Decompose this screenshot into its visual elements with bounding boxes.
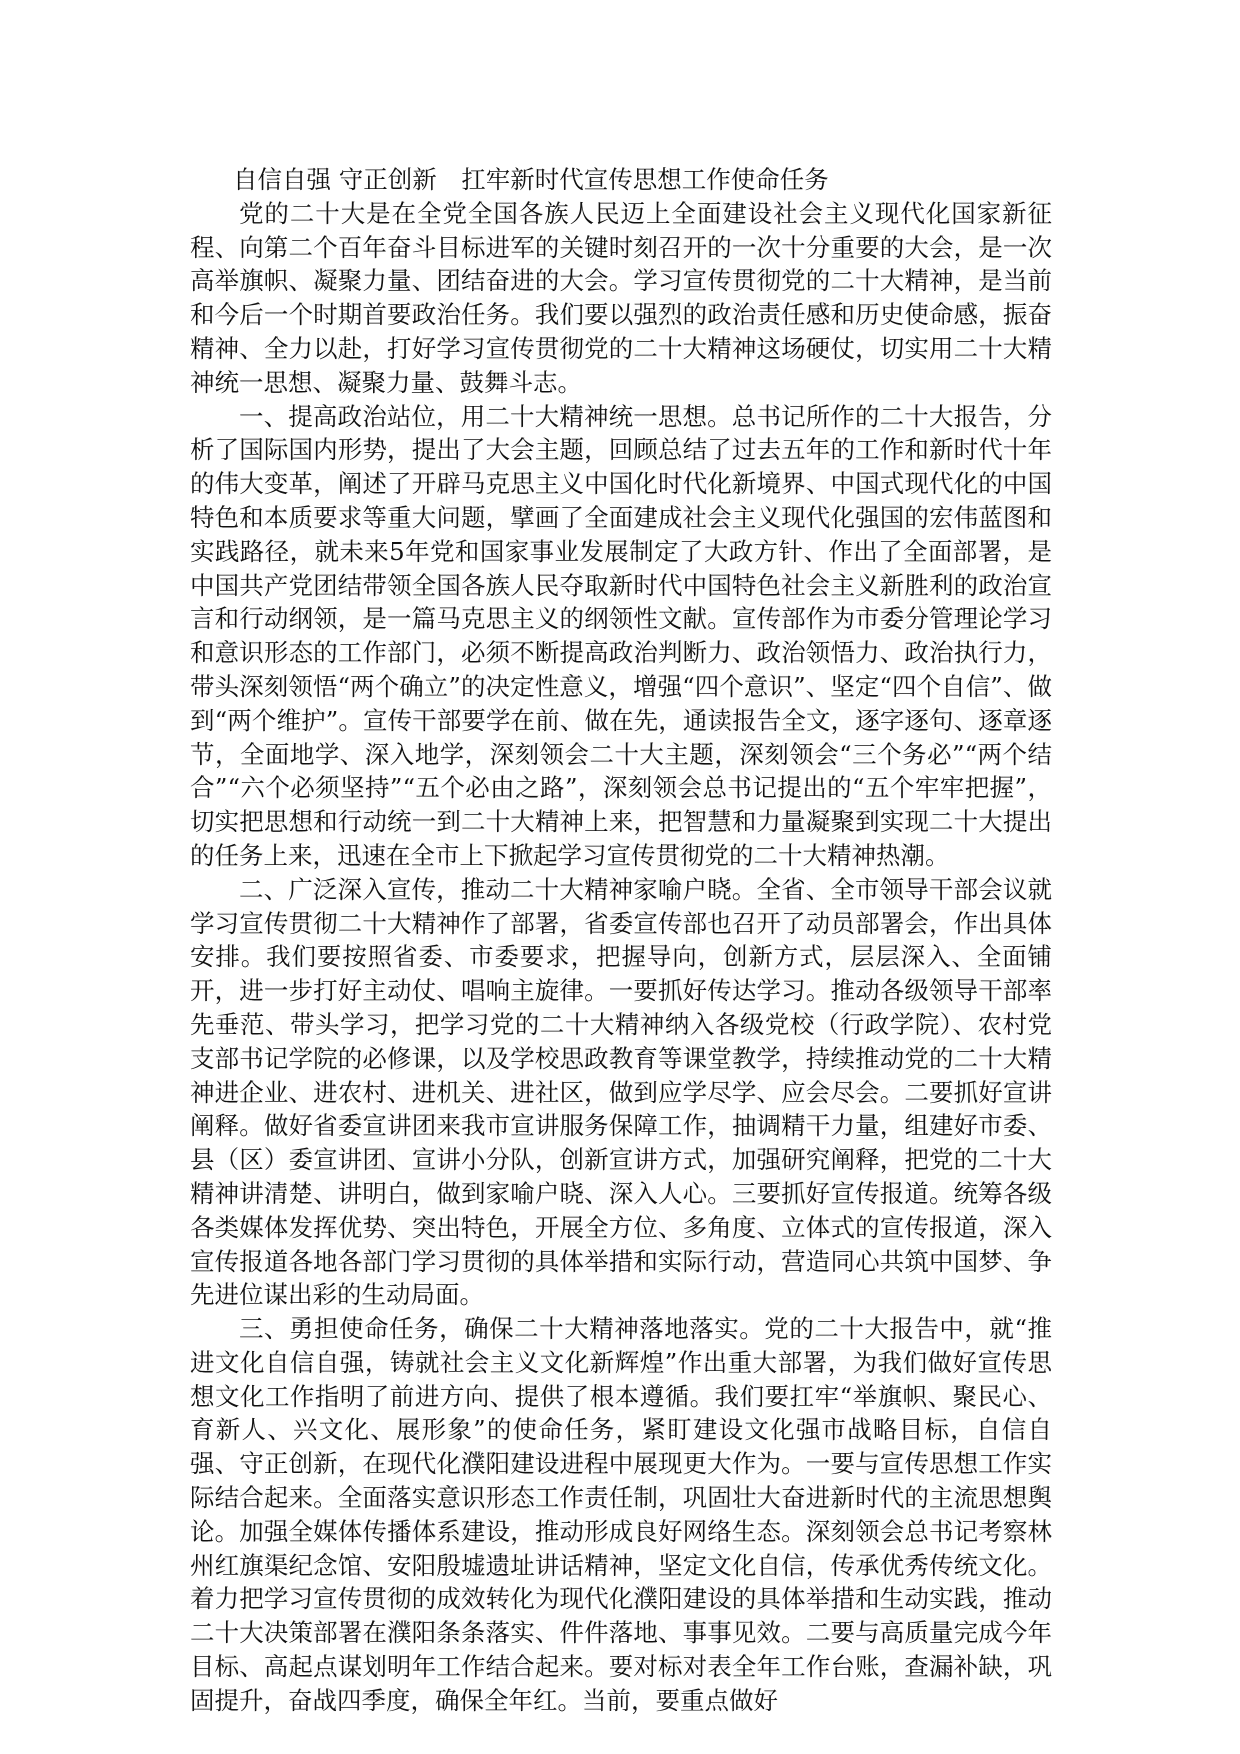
paragraph-section-1: 一、提高政治站位，用二十大精神统一思想。总书记所作的二十大报告，分析了国际国内形势，提出了大会主题，回顾总结了过去五年的工作和新时代十年的伟大变革，阐述了开辟马克思主义中国化时代化新境界、中国式现代化的中国特色和本质要求等重大问题，擘画了全面建成社会主义现代化强国的宏伟蓝图和实践路径，就未来5年党和国家事业发展制定了大政方针、作出了全面部署，是中国共产党团结带领全国各族人民夺取新时代中国特色社会主义新胜利的政治宣言和行动纲领，是一篇马克思主义的纲领性文献。宣传部作为市委分管理论学习和意识形态的工作部门，必须不断提高政治判断力、政治领悟力、政治执行力，带头深刻领悟“两个确立”的决定性意义，增强“四个意识”、坚定“四个自信”、做到“两个维护”。宣传干部要学在前、做在先，通读报告全文，逐字逐句、逐章逐节，全面地学、深入地学，深刻领会二十大主题，深刻领会“三个务必”“两个结合”“六个必须坚持”“五个必由之路”，深刻领会总书记提出的“五个牢牢把握”，切实把思想和行动统一到二十大精神上来，把智慧和力量凝聚到实现二十大提出的任务上来，迅速在全市上下掀起学习宣传贯彻党的二十大精神热潮。 [190, 401, 1052, 870]
paragraph-intro: 党的二十大是在全党全国各族人民迈上全面建设社会主义现代化国家新征程、向第二个百年奋斗目标进军的关键时刻召开的一次十分重要的大会，是一次高举旗帜、凝聚力量、团结奋进的大会。学习宣传贯彻党的二十大精神，是当前和今后一个时期首要政治任务。我们要以强烈的政治责任感和历史使命感，振奋精神、全力以赴，打好学习宣传贯彻党的二十大精神这场硬仗，切实用二十大精神统一思想、凝聚力量、鼓舞斗志。 [190, 198, 1052, 397]
paragraph-section-2: 二、广泛深入宣传，推动二十大精神家喻户晓。全省、全市领导干部会议就学习宣传贯彻二十大精神作了部署，省委宣传部也召开了动员部署会，作出具体安排。我们要按照省委、市委要求，把握导向，创新方式，层层深入、全面铺开，进一步打好主动仗、唱响主旋律。一要抓好传达学习。推动各级领导干部率先垂范、带头学习，把学习党的二十大精神纳入各级党校（行政学院）、农村党支部书记学院的必修课，以及学校思政教育等课堂教学，持续推动党的二十大精神进企业、进农村、进机关、进社区，做到应学尽学、应会尽会。二要抓好宣讲阐释。做好省委宣讲团来我市宣讲服务保障工作，抽调精干力量，组建好市委、县（区）委宣讲团、宣讲小分队，创新宣讲方式，加强研究阐释，把党的二十大精神讲清楚、讲明白，做到家喻户晓、深入人心。三要抓好宣传报道。统筹各级各类媒体发挥优势、突出特色，开展全方位、多角度、立体式的宣传报道，深入宣传报道各地各部门学习贯彻的具体举措和实际行动，营造同心共筑中国梦、争先进位谋出彩的生动局面。 [190, 874, 1052, 1310]
document-title: 自信自强 守正创新 扛牢新时代宣传思想工作使命任务 [233, 165, 829, 194]
paragraph-section-3: 三、勇担使命任务，确保二十大精神落地落实。党的二十大报告中，就“推进文化自信自强，铸就社会主义文化新辉煌”作出重大部署，为我们做好宣传思想文化工作指明了前进方向、提供了根本遵循。我们要扛牢“举旗帜、聚民心、育新人、兴文化、展形象”的使命任务，紧盯建设文化强市战略目标，自信自强、守正创新，在现代化濮阳建设进程中展现更大作为。一要与宣传思想工作实际结合起来。全面落实意识形态工作责任制，巩固壮大奋进新时代的主流思想舆论。加强全媒体传播体系建设，推动形成良好网络生态。深刻领会总书记考察林州红旗渠纪念馆、安阳殷墟遗址讲话精神，坚定文化自信，传承优秀传统文化。着力把学习宣传贯彻的成效转化为现代化濮阳建设的具体举措和生动实践，推动二十大决策部署在濮阳条条落实、件件落地、事事见效。二要与高质量完成今年目标、高起点谋划明年工作结合起来。要对标对表全年工作台账，查漏补缺，巩固提升，奋战四季度，确保全年红。当前，要重点做好 [190, 1314, 1052, 1715]
document-page [190, 163, 1052, 1718]
